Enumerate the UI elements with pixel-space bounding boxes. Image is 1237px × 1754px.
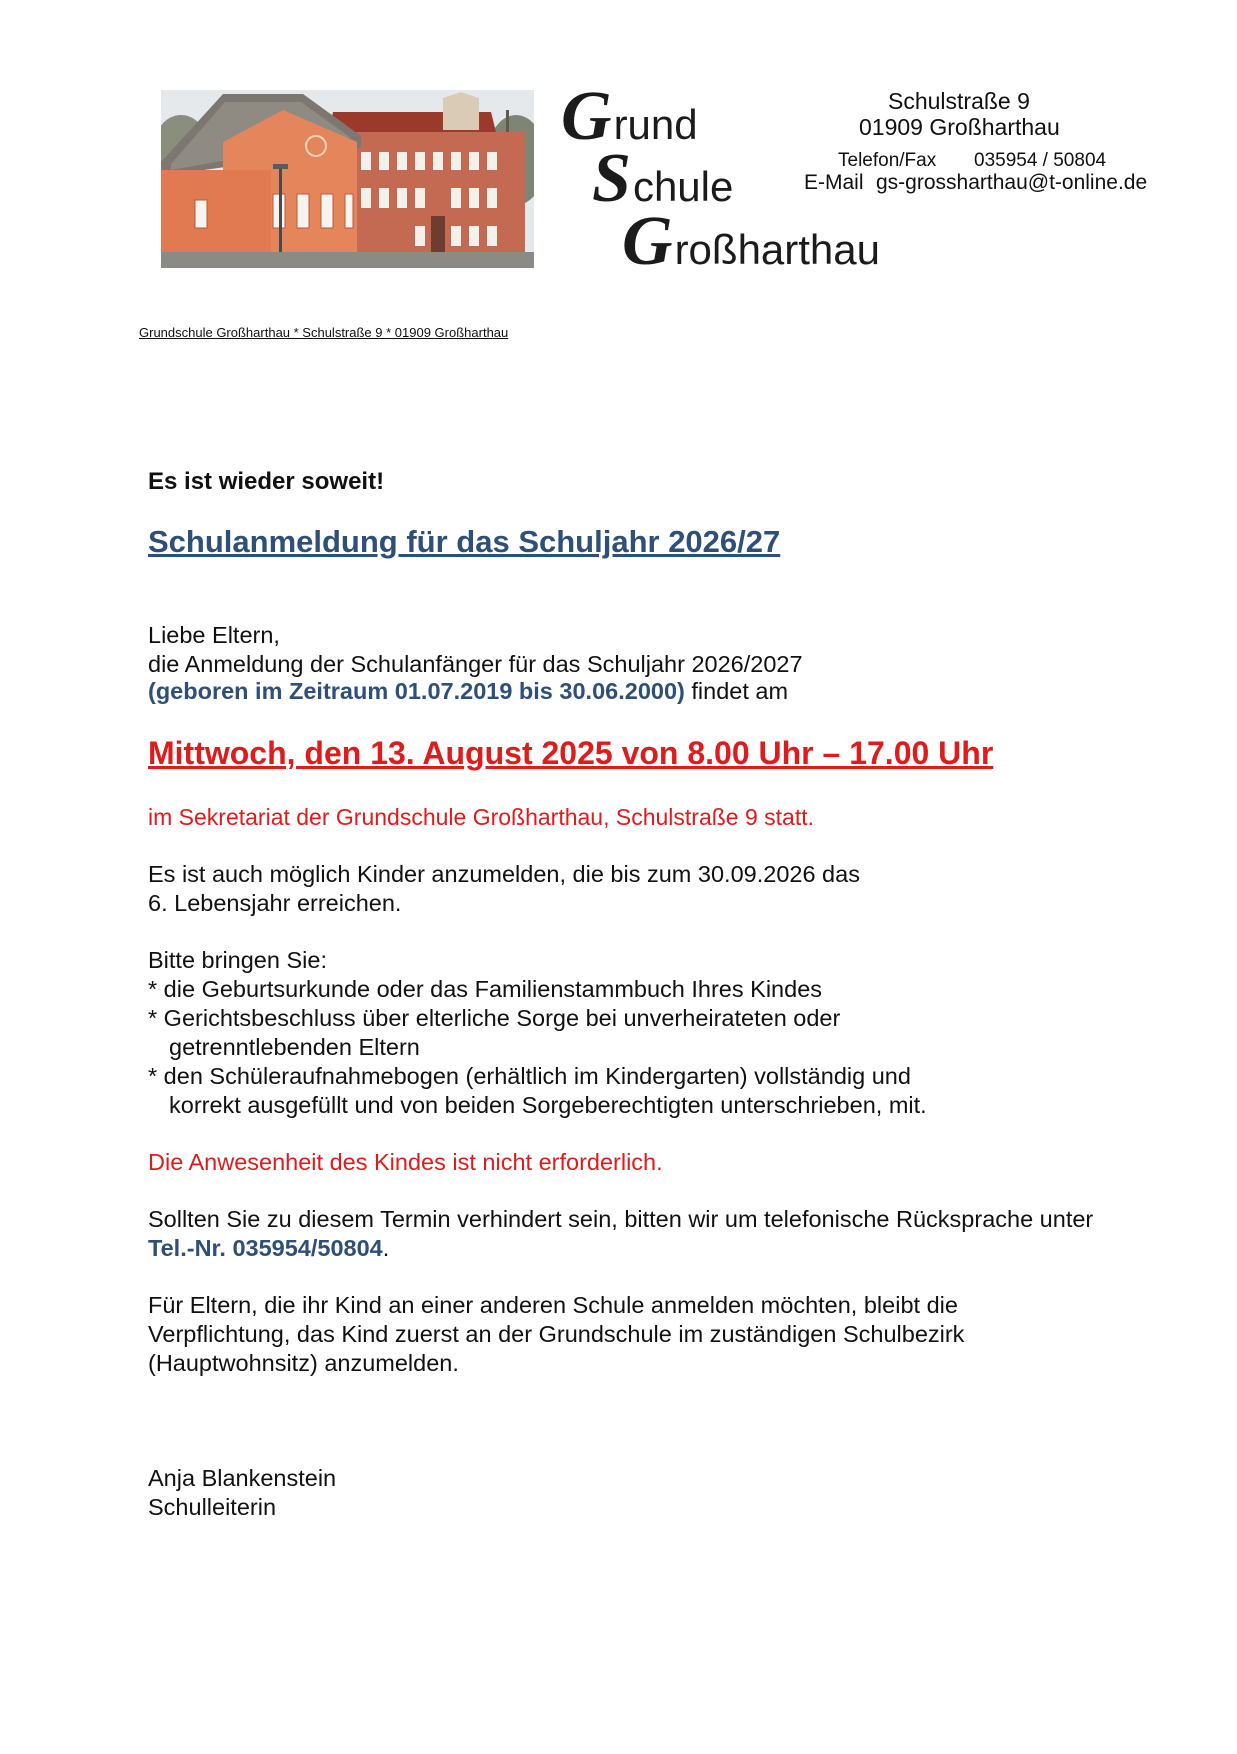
birth-suffix: findet am (684, 678, 789, 704)
bring-list-intro: Bitte bringen Sie: (148, 947, 327, 973)
sender-return-line: Grundschule Großharthau * Schulstraße 9 * 01909 Großharthau (139, 325, 509, 340)
signer-name: Anja Blankenstein (148, 1465, 337, 1491)
address-city: 01909 Großharthau (859, 114, 1060, 140)
contact-line-2 (148, 1234, 389, 1263)
birth-period-line (148, 677, 788, 706)
other-school-line-2: Verpflichtung, das Kind zuerst an der Grundschule im zuständigen Schulbezirk (148, 1321, 965, 1347)
date-headline: Mittwoch, den 13. August 2025 von 8.00 Uhr – 17.00 Uhr (148, 735, 994, 771)
intro-heading: Es ist wieder soweit! (148, 468, 385, 495)
logo-initial-g2: G (622, 203, 673, 280)
bring-list-item-3: * den Schüleraufnahmebogen (erhältlich im Kindergarten) vollständig und (148, 1063, 911, 1089)
bring-list-item-2-cont: getrenntlebenden Eltern (169, 1034, 420, 1060)
email-label: E-Mail (804, 171, 864, 194)
bring-list-item-1: * die Geburtsurkunde oder das Familienstammbuch Ihres Kindes (148, 976, 823, 1002)
age-note-line-2: 6. Lebensjahr erreichen. (148, 890, 402, 916)
page-title: Schulanmeldung für das Schuljahr 2026/27 (148, 524, 781, 559)
location-line: im Sekretariat der Grundschule Großharthau, Schulstraße 9 statt. (148, 804, 815, 830)
other-school-line-3: (Hauptwohnsitz) anzumelden. (148, 1350, 459, 1376)
email-address: gs-grossharthau@t-online.de (876, 171, 1148, 194)
greeting: Liebe Eltern, (148, 622, 280, 648)
signer-role: Schulleiterin (148, 1494, 277, 1520)
logo-text-chule: chule (632, 163, 734, 210)
presence-note: Die Anwesenheit des Kindes ist nicht erforderlich. (148, 1149, 663, 1175)
bring-list-item-3-cont: korrekt ausgefüllt und von beiden Sorgeberechtigten unterschrieben, mit. (169, 1092, 927, 1118)
phone-label: Telefon/Fax (838, 150, 937, 171)
contact-phone: Tel.-Nr. 035954/50804 (148, 1235, 383, 1261)
logo-initial-g: G (561, 78, 612, 155)
birth-period: (geboren im Zeitraum 01.07.2019 bis 30.06.2000) (148, 678, 685, 704)
contact-line-1: Sollten Sie zu diesem Termin verhindert sein, bitten wir um telefonische Rücksprache unter (148, 1206, 1094, 1232)
school-building-photo (161, 90, 534, 268)
logo-text-rund: rund (613, 101, 698, 148)
logo-text-rossharthau: roßharthau (674, 226, 881, 273)
bring-list-item-2: * Gerichtsbeschluss über elterliche Sorge bei unverheirateten oder (148, 1005, 841, 1031)
announce-line: die Anmeldung der Schulanfänger für das Schuljahr 2026/2027 (148, 651, 803, 677)
contact-period: . (382, 1235, 390, 1261)
phone-number: 035954 / 50804 (974, 150, 1107, 171)
logo-line-grossharthau (622, 203, 881, 280)
logo-initial-s: S (592, 140, 631, 217)
age-note-line-1: Es ist auch möglich Kinder anzumelden, die bis zum 30.09.2026 das (148, 861, 860, 887)
address-street: Schulstraße 9 (888, 88, 1030, 114)
other-school-line-1: Für Eltern, die ihr Kind an einer anderen Schule anmelden möchten, bleibt die (148, 1292, 958, 1318)
